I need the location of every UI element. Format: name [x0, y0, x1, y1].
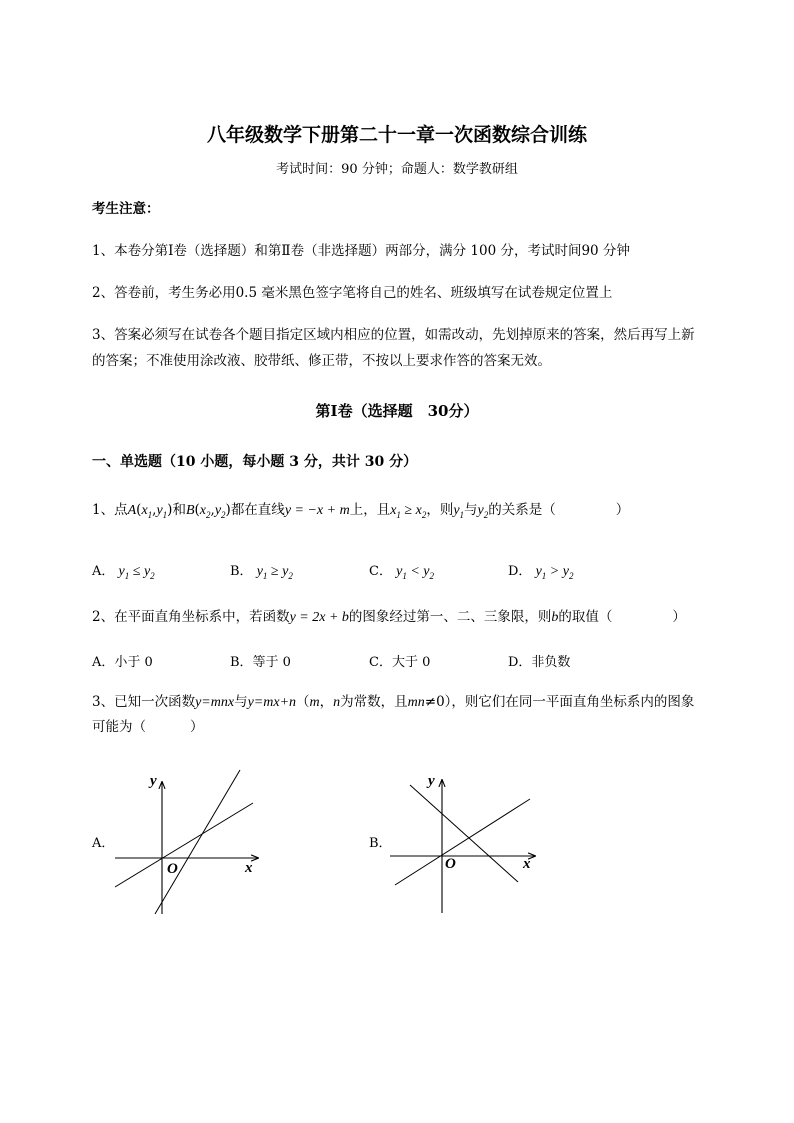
part-heading: 一、单选题（10 小题，每小题 3 分，共计 30 分）	[92, 454, 418, 470]
q2-option-c[interactable]: C．大于 0	[369, 655, 431, 670]
graph-a-label[interactable]: A．	[92, 836, 115, 851]
q1-mid: 都在直线	[230, 502, 285, 518]
q1-x2: $x_2$	[199, 503, 211, 520]
q3-comma: ，	[319, 694, 334, 710]
origin-label: O	[445, 856, 456, 872]
q1-ry2: $y_2$	[477, 503, 489, 520]
origin-label: O	[167, 861, 178, 877]
q1-y1: $y_1$	[156, 503, 168, 520]
q1-y2: $y_2$	[214, 503, 226, 520]
line-2	[155, 770, 240, 914]
q2-mid: 的图象经过第一、二、三象限，则	[348, 609, 552, 625]
question-3-line2	[92, 717, 204, 737]
graph-b	[385, 768, 545, 918]
q2-option-b[interactable]: B．等于 0	[230, 655, 291, 670]
point-b: B	[185, 503, 195, 518]
line-1	[115, 803, 253, 887]
question-3	[92, 692, 694, 713]
graph-a	[110, 770, 270, 920]
q2-option-a[interactable]: A．小于 0	[92, 655, 153, 670]
q1-on: 上，且	[349, 502, 391, 518]
q1-close: ）	[615, 502, 630, 518]
q3-close: ）	[190, 719, 204, 735]
section-title: 第Ⅰ卷（选择题 30分）	[315, 402, 479, 420]
q3-line2: 可能为（	[92, 719, 146, 735]
q1-option-d[interactable]: D． $y_1 > y_2$	[508, 564, 574, 581]
y-axis-label: y	[150, 773, 157, 789]
notice-item-3: 3、答案必须写在试卷各个题目指定区域内相应的位置，如需改动，先划掉原来的答案，然后再写上新	[92, 327, 695, 343]
q3-paren: （	[296, 694, 310, 710]
line-2	[410, 785, 518, 882]
exam-info: 考试时间：90 分钟；命题人：数学教研组	[276, 162, 518, 177]
graph-b-label[interactable]: B．	[369, 836, 392, 851]
q3-mn: mn	[407, 695, 425, 710]
q2-close: ）	[672, 609, 686, 625]
q1-x1: $x_1$	[141, 503, 153, 520]
q1-then: ，则	[426, 502, 454, 518]
variable-b: b	[551, 610, 559, 625]
page-title: 八年级数学下册第二十一章一次函数综合训练	[206, 124, 587, 146]
notice-heading: 考生注意：	[92, 201, 160, 217]
line-equation: y = −x + m	[284, 503, 350, 518]
q3-neq: ≠0），则它们在同一平面直角坐标系内的图象	[424, 694, 695, 710]
q1-and: 和	[172, 502, 186, 518]
q2-prefix: 2、在平面直角坐标系中，若函数	[92, 609, 290, 625]
q3-n: n	[333, 695, 341, 710]
q1-option-b[interactable]: B． $y_1 \ge y_2$	[230, 564, 293, 581]
question-2	[92, 607, 686, 628]
x-axis-label: x	[523, 856, 531, 872]
q3-const: 为常数，且	[340, 694, 408, 710]
q3-prefix: 3、已知一次函数	[92, 694, 196, 710]
function-2: y=mx+n	[247, 695, 297, 710]
line-1	[395, 799, 530, 885]
q2-suffix: 的取值（	[558, 609, 613, 625]
function-equation: y = 2x + b	[289, 610, 349, 625]
q3-with: 与	[234, 694, 248, 710]
q2-option-d[interactable]: D．非负数	[508, 655, 571, 670]
x-axis-label: x	[245, 860, 253, 876]
q1-prefix: 1、点	[92, 502, 128, 518]
q1-with: 与	[464, 502, 478, 518]
question-1: 1、点$A(x_1,y_1)$和$B(x_2,y_2)$都在直线y = −x + m上，且$x_1 \ge x_2$，则$y_1$与$y_2$的关系是（ ）	[92, 502, 630, 520]
q3-m: m	[309, 695, 320, 710]
condition: $x_1 \ge x_2$	[390, 503, 427, 520]
notice-item-3-continued: 的答案；不准使用涂改液、胶带纸、修正带，不按以上要求作答的答案无效。	[92, 353, 551, 369]
q1-option-a[interactable]: A． $y_1 \le y_2$	[92, 564, 155, 581]
notice-item-2: 2、答卷前，考生务必用0.5 毫米黑色签字笔将自己的姓名、班级填写在试卷规定位置上	[92, 285, 613, 301]
q1-ry1: $y_1$	[453, 503, 465, 520]
q1-rel: 的关系是（	[488, 502, 556, 518]
function-1: y=mnx	[195, 695, 235, 710]
y-axis-label: y	[428, 773, 435, 789]
point-a: A	[127, 503, 137, 518]
q1-option-c[interactable]: C． $y_1 < y_2$	[369, 564, 434, 581]
notice-item-1: 1、本卷分第Ⅰ卷（选择题）和第Ⅱ卷（非选择题）两部分，满分 100 分，考试时间90 分钟	[92, 243, 630, 259]
